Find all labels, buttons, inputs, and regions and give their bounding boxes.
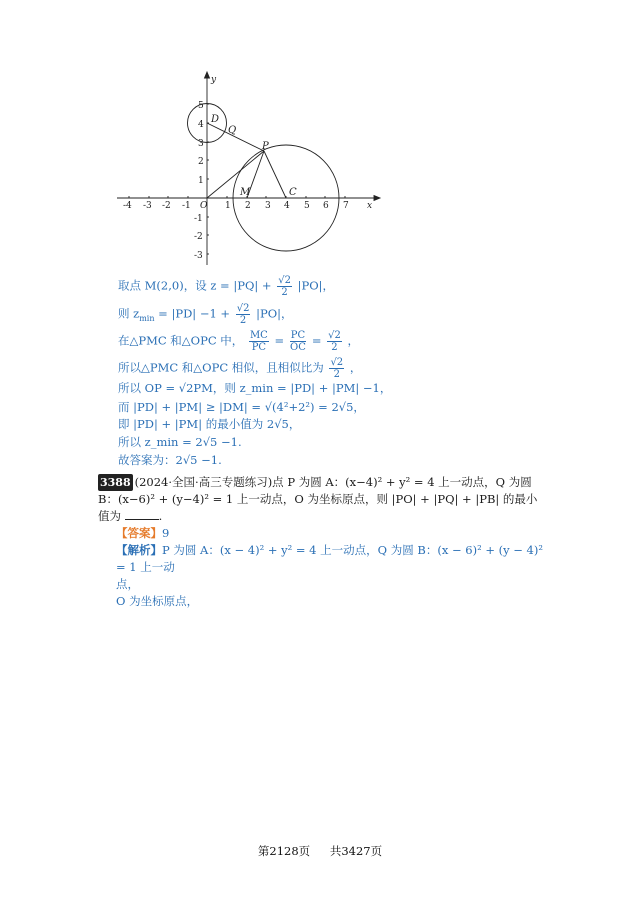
solution-line-8: 所以 z_min = 2√5 −1. [118, 435, 242, 449]
fraction [329, 357, 344, 380]
point-label-p: P [262, 141, 269, 152]
y-tick-label: 2 [198, 157, 204, 167]
solution-line-3 [118, 330, 359, 353]
analysis-block [98, 542, 548, 610]
solution-line-7: 即 |PD| + |PM| 的最小值为 2√5， [118, 417, 301, 431]
x-tick-label: 3 [265, 201, 271, 211]
y-tick-label: 3 [198, 139, 204, 149]
solution-line-2 [118, 303, 293, 327]
y-tick-label: -2 [194, 232, 203, 242]
x-tick-label: 2 [245, 201, 251, 211]
x-tick-label: -4 [123, 201, 132, 211]
problem-stem [98, 474, 548, 525]
solution-line-4 [118, 357, 361, 380]
solution-text: |PO|， [297, 278, 335, 293]
y-tick-label: 1 [198, 176, 204, 186]
x-axis-label: x [367, 201, 373, 211]
x-tick-label: -3 [143, 201, 152, 211]
problem-number: 3388 [100, 476, 131, 489]
coordinate-figure [112, 70, 382, 270]
fraction-numerator: MC [249, 330, 268, 341]
solution-text: |PO|， [256, 306, 293, 321]
x-axis-arrow [374, 196, 380, 201]
x-tick-label: -2 [162, 201, 171, 211]
answer-blank [125, 509, 159, 520]
solution-text: 取点 M(2,0)，设 z = |PQ| + [118, 278, 272, 293]
subscript: min [139, 313, 155, 323]
y-tick-label: -1 [194, 214, 203, 224]
x-tick-label: 7 [343, 201, 349, 211]
point-label-d: D [211, 114, 220, 125]
page-footer [0, 843, 640, 859]
x-tick-label: 6 [323, 201, 329, 211]
fraction [277, 275, 292, 298]
analysis-text: P 为圆 A：(x − 4)² + y² = 4 上一动点，Q 为圆 B：(x − 6)² + (y − 4)² = 1 上一动 [116, 543, 543, 574]
solution-text: 在△PMC 和△OPC 中， [118, 333, 244, 348]
analysis-text: 点， [116, 577, 139, 591]
problem-block [98, 474, 548, 610]
fraction [327, 330, 342, 353]
fraction-numerator: √2 [278, 275, 291, 286]
problem-text: . [158, 509, 163, 523]
y-tick-label: 5 [198, 101, 204, 111]
fraction-numerator: PC [290, 330, 306, 341]
solution-text: = [311, 333, 326, 348]
y-tick-label: -3 [194, 251, 203, 261]
fraction-denominator: 2 [333, 369, 340, 380]
fraction-denominator: PC [251, 342, 267, 353]
solution-text: ， [347, 333, 360, 348]
x-tick-label: 1 [225, 201, 231, 211]
segment-cp [264, 151, 286, 198]
x-tick-label: 5 [304, 201, 310, 211]
fraction-denominator: OC [290, 342, 306, 353]
x-tick-label: -1 [182, 201, 191, 211]
fraction [290, 330, 306, 353]
y-tick-label: 4 [198, 120, 204, 130]
solution-text: = |PD| −1 + [158, 306, 231, 321]
answer-tag: 【答案】 [116, 526, 162, 540]
solution-text: 所以△PMC 和△OPC 相似，且相似比为 [118, 360, 324, 375]
analysis-text: O 为坐标原点， [116, 594, 199, 608]
solution-line-5: 所以 OP = √2PM，则 z_min = |PD| + |PM| −1， [118, 381, 392, 395]
x-tick-label: 4 [284, 201, 290, 211]
fraction-denominator: 2 [281, 287, 288, 298]
problem-text: (2024·全国·高三专题练习)点 P 为圆 A：(x−4)² + y² = 4 上一动点，Q 为圆 B：(x−6)² + (y−4)² = 1 上一动点，O 为坐标原点，则 |PO| + |PQ| + |PB| 的最小值为 [98, 475, 538, 523]
solution-line-1 [118, 275, 334, 298]
fraction-numerator: √2 [236, 303, 250, 314]
solution-line-9: 故答案为：2√5 −1. [118, 453, 222, 467]
origin-label: O [200, 201, 208, 211]
point-label-q: Q [228, 125, 237, 136]
solution-line-6: 而 |PD| + |PM| ≥ |DM| = √(4²+2²) = 2√5， [118, 400, 365, 414]
answer-line [98, 525, 548, 542]
analysis-tag: 【解析】 [116, 543, 162, 557]
point-label-m: M [240, 187, 251, 198]
solution-text: ， [349, 360, 362, 375]
fraction [236, 303, 251, 326]
y-axis-label: y [211, 75, 217, 85]
page-number: 第2128页 [257, 844, 311, 858]
y-axis-arrow [205, 72, 210, 78]
solution-text: 则 z [118, 306, 140, 321]
fraction [249, 330, 269, 353]
fraction-denominator: 2 [239, 315, 247, 326]
answer-value: 9 [162, 526, 170, 540]
total-pages: 共3427页 [329, 844, 383, 858]
fraction-denominator: 2 [331, 342, 338, 353]
fraction-numerator: √2 [328, 330, 341, 341]
point-label-c: C [289, 187, 297, 198]
solution-text: = [274, 333, 288, 348]
fraction-numerator: √2 [330, 357, 344, 368]
